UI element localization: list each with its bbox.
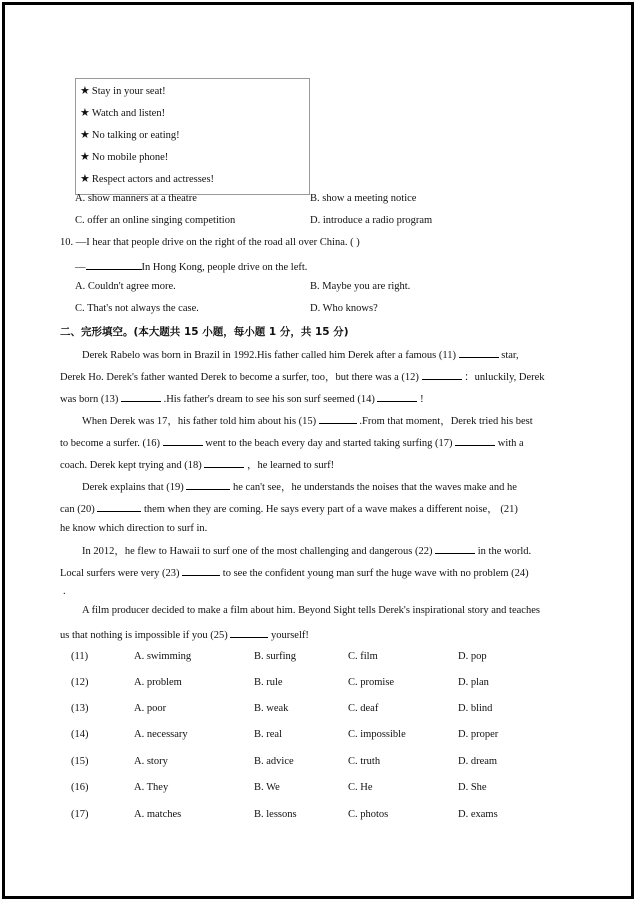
q10-option-d: D. Who knows?	[310, 303, 378, 314]
passage-line: .	[63, 586, 66, 597]
answer-blank	[377, 390, 417, 402]
answer-blank	[86, 258, 142, 270]
answer-blank	[204, 456, 244, 468]
q10-stem: 10. —I hear that people drive on the right of the road all over China. ( )	[60, 237, 360, 248]
passage-line: A film producer decided to make a film about him. Beyond Sight tells Derek's inspirational story and teaches	[82, 605, 540, 616]
passage-line: he know which direction to surf in.	[60, 523, 208, 534]
rule-item: ★ Stay in your seat!	[80, 84, 166, 97]
q9-option-a: A. show manners at a theatre	[75, 193, 197, 204]
answer-blank	[422, 368, 462, 380]
exam-page	[2, 2, 634, 899]
q9-option-b: B. show a meeting notice	[310, 193, 417, 204]
answer-row: (12) A. problem B. rule C. promise D. plan	[71, 677, 489, 688]
answer-blank	[319, 412, 357, 424]
answer-row: (13) A. poor B. weak C. deaf D. blind	[71, 703, 493, 714]
star-icon: ★	[80, 150, 90, 163]
q10-option-a: A. Couldn't agree more.	[75, 281, 176, 292]
passage-line: Derek Ho. Derek's father wanted Derek to become a surfer, too，but there was a (12) ：unluckily, Derek	[60, 368, 545, 385]
q10-option-b: B. Maybe you are right.	[310, 281, 411, 292]
q9-option-d: D. introduce a radio program	[310, 215, 433, 226]
passage-line: Derek explains that (19) he can't see，he understands the noises that the waves make and he	[82, 478, 517, 495]
passage-line: was born (13) .His father's dream to see his son surf seemed (14) !	[60, 390, 424, 407]
q10-option-c: C. That's not always the case.	[75, 303, 199, 314]
q9-option-c: C. offer an online singing competition	[75, 215, 236, 226]
answer-row: (15) A. story B. advice C. truth D. dream	[71, 756, 498, 767]
star-icon: ★	[80, 106, 90, 119]
rule-item: ★ No talking or eating!	[80, 128, 180, 141]
q10-reply: — In Hong Kong, people drive on the left.	[75, 258, 307, 275]
answer-blank	[459, 346, 499, 358]
answer-blank	[435, 542, 475, 554]
answer-blank	[182, 564, 220, 576]
rule-item: ★ No mobile phone!	[80, 150, 169, 163]
answer-row: (14) A. necessary B. real C. impossible D. proper	[71, 729, 499, 740]
passage-line: can (20) them when they are coming. He says every part of a wave makes a different noise， (21)	[60, 500, 518, 517]
answer-blank	[97, 500, 141, 512]
passage-line: us that nothing is impossible if you (25) yourself!	[60, 626, 309, 643]
answer-blank	[455, 434, 495, 446]
passage-line: Local surfers were very (23) to see the confident young man surf the huge wave with no problem (24)	[60, 564, 529, 581]
answer-row: (11) A. swimming B. surfing C. film D. pop	[71, 651, 487, 662]
star-icon: ★	[80, 172, 90, 185]
star-icon: ★	[80, 128, 90, 141]
passage-line: Derek Rabelo was born in Brazil in 1992.His father called him Derek after a famous (11) star,	[82, 346, 519, 363]
answer-blank	[230, 626, 268, 638]
answer-row: (16) A. They B. We C. He D. She	[71, 782, 487, 793]
passage-line: When Derek was 17，his father told him about his (15) .From that moment，Derek tried his best	[82, 412, 533, 429]
rule-item: ★ Respect actors and actresses!	[80, 172, 215, 185]
answer-blank	[121, 390, 161, 402]
theatre-rules-box	[75, 78, 310, 195]
passage-line: In 2012，he flew to Hawaii to surf one of the most challenging and dangerous (22) in the world.	[82, 542, 531, 559]
section-title: 二、完形填空。(本大题共 15 小题，每小题 1 分，共 15 分)	[60, 326, 349, 338]
passage-line: to become a surfer. (16) went to the beach every day and started taking surfing (17) with a	[60, 434, 524, 451]
star-icon: ★	[80, 84, 90, 97]
passage-line: coach. Derek kept trying and (18) ，he learned to surf!	[60, 456, 334, 473]
answer-blank	[163, 434, 203, 446]
rule-item: ★ Watch and listen!	[80, 106, 166, 119]
answer-blank	[186, 478, 230, 490]
answer-row: (17) A. matches B. lessons C. photos D. exams	[71, 809, 498, 820]
